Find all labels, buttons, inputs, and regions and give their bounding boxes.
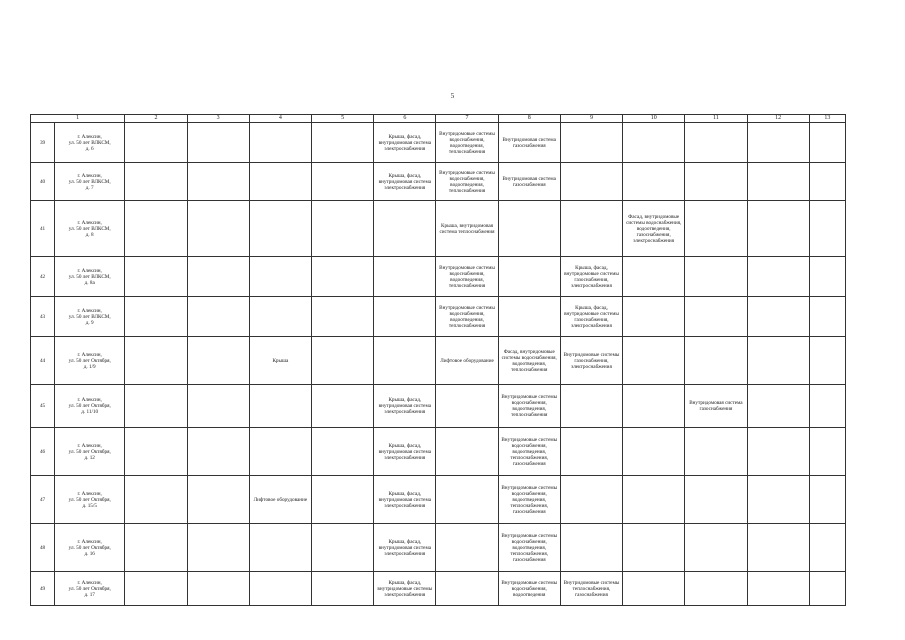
work-cell-col-12 xyxy=(747,163,809,201)
capital-repair-table xyxy=(30,114,846,606)
column-header-13: 13 xyxy=(809,115,845,123)
column-header-12: 12 xyxy=(747,115,809,123)
column-header-10: 10 xyxy=(623,115,685,123)
row-number: 39 xyxy=(31,123,55,163)
address-line: г. Алексин, xyxy=(77,219,102,226)
work-cell-col-13 xyxy=(809,385,845,428)
work-cell-col-9: Крыша, фасад, внутридомовые системы газоснабжения, электроснабжения xyxy=(560,297,622,337)
work-cell-col-10 xyxy=(623,337,685,385)
work-cell-col-7: Внутридомовые системы водоснабжения, водоотведения, теплоснабжения xyxy=(436,123,498,163)
work-cell-col-10 xyxy=(623,572,685,606)
work-cell-col-3 xyxy=(187,257,249,297)
work-cell-col-2 xyxy=(125,476,187,524)
work-cell-col-11 xyxy=(685,476,747,524)
row-number: 46 xyxy=(31,428,55,476)
row-number: 44 xyxy=(31,337,55,385)
table-header-row xyxy=(31,115,846,123)
work-cell-col-11: Внутридомовая система газоснабжения xyxy=(685,385,747,428)
work-cell-col-6 xyxy=(374,297,436,337)
work-cell-col-8 xyxy=(498,297,560,337)
work-cell-col-6 xyxy=(374,257,436,297)
address-cell xyxy=(55,201,125,257)
work-cell-col-8: Внутридомовые системы водоснабжения, водоотведения xyxy=(498,572,560,606)
table-row xyxy=(31,524,846,572)
work-cell-col-6: Крыша, фасад, внутридомовая система электроснабжения xyxy=(374,163,436,201)
work-cell-col-2 xyxy=(125,572,187,606)
work-cell-col-12 xyxy=(747,385,809,428)
address-line: г. Алексин, xyxy=(77,579,102,586)
work-cell-col-13 xyxy=(809,201,845,257)
work-cell-col-4 xyxy=(249,201,311,257)
address-line: д. 8 xyxy=(85,231,94,238)
work-cell-col-2 xyxy=(125,337,187,385)
work-cell-col-3 xyxy=(187,572,249,606)
work-cell-col-4 xyxy=(249,257,311,297)
work-cell-col-9 xyxy=(560,201,622,257)
work-cell-col-7 xyxy=(436,572,498,606)
work-cell-col-6 xyxy=(374,337,436,385)
work-cell-col-10 xyxy=(623,524,685,572)
work-cell-col-2 xyxy=(125,257,187,297)
work-cell-col-13 xyxy=(809,428,845,476)
work-cell-col-6: Крыша, фасад, внутридомовая система электроснабжения xyxy=(374,123,436,163)
address-cell xyxy=(55,337,125,385)
work-cell-col-13 xyxy=(809,297,845,337)
address-cell xyxy=(55,257,125,297)
work-cell-col-4 xyxy=(249,572,311,606)
address-line: г. Алексин, xyxy=(77,133,102,140)
table-row xyxy=(31,476,846,524)
work-cell-col-2 xyxy=(125,428,187,476)
table-row xyxy=(31,123,846,163)
address-line: д. 15/5 xyxy=(82,502,97,509)
address-line: ул. 50 лет Октября, xyxy=(68,357,111,364)
row-number: 42 xyxy=(31,257,55,297)
work-cell-col-12 xyxy=(747,201,809,257)
work-cell-col-7 xyxy=(436,476,498,524)
work-cell-col-12 xyxy=(747,572,809,606)
address-line: ул. 50 лет ВЛКСМ, xyxy=(68,273,111,280)
work-cell-col-8 xyxy=(498,201,560,257)
row-number: 45 xyxy=(31,385,55,428)
work-cell-col-5 xyxy=(311,524,373,572)
work-cell-col-3 xyxy=(187,337,249,385)
work-cell-col-4 xyxy=(249,385,311,428)
address-cell xyxy=(55,297,125,337)
table-row xyxy=(31,297,846,337)
work-cell-col-10 xyxy=(623,476,685,524)
work-cell-col-10 xyxy=(623,385,685,428)
address-line: г. Алексин, xyxy=(77,397,102,403)
work-cell-col-7 xyxy=(436,385,498,428)
work-cell-col-13 xyxy=(809,572,845,606)
work-cell-col-5 xyxy=(311,385,373,428)
address-line: г. Алексин, xyxy=(77,267,102,274)
column-header-1: 1 xyxy=(31,115,125,123)
address-line: д. 12 xyxy=(84,454,95,461)
work-cell-col-9: Крыша, фасад, внутридомовые системы газоснабжения, электроснабжения xyxy=(560,257,622,297)
work-cell-col-7: Внутридомовые системы водоснабжения, водоотведения, теплоснабжения xyxy=(436,257,498,297)
address-line: ул. 50 лет ВЛКСМ, xyxy=(68,313,111,320)
row-number: 47 xyxy=(31,476,55,524)
work-cell-col-4 xyxy=(249,163,311,201)
work-cell-col-6: Крыша, фасад, внутридомовая система электроснабжения xyxy=(374,476,436,524)
work-cell-col-8: Внутридомовые системы водоснабжения, водоотведения, теплоснабжения xyxy=(498,385,560,428)
work-cell-col-9 xyxy=(560,385,622,428)
work-cell-col-4 xyxy=(249,524,311,572)
work-cell-col-6 xyxy=(374,201,436,257)
row-number: 40 xyxy=(31,163,55,201)
address-cell xyxy=(55,385,125,428)
work-cell-col-11 xyxy=(685,524,747,572)
work-cell-col-4 xyxy=(249,297,311,337)
work-cell-col-13 xyxy=(809,524,845,572)
address-line: г. Алексин, xyxy=(77,307,102,314)
address-line: г. Алексин, xyxy=(77,351,102,358)
work-cell-col-6: Крыша, фасад, внутридомовые системы электроснабжения xyxy=(374,572,436,606)
row-number: 48 xyxy=(31,524,55,572)
column-header-4: 4 xyxy=(249,115,311,123)
work-cell-col-4: Лифтовое оборудование xyxy=(249,476,311,524)
address-line: ул. 50 лет Октября, xyxy=(68,448,111,455)
work-cell-col-11 xyxy=(685,297,747,337)
work-cell-col-5 xyxy=(311,476,373,524)
work-cell-col-6: Крыша, фасад, внутридомовая система электроснабжения xyxy=(374,385,436,428)
work-cell-col-6: Крыша, фасад, внутридомовая система электроснабжения xyxy=(374,524,436,572)
address-line: д. 8а xyxy=(84,279,95,286)
address-line: г. Алексин, xyxy=(77,490,102,497)
address-cell xyxy=(55,476,125,524)
work-cell-col-9 xyxy=(560,163,622,201)
address-cell xyxy=(55,123,125,163)
work-cell-col-5 xyxy=(311,428,373,476)
address-line: д. 17 xyxy=(84,591,95,598)
work-cell-col-10 xyxy=(623,123,685,163)
work-cell-col-3 xyxy=(187,476,249,524)
work-cell-col-11 xyxy=(685,163,747,201)
work-cell-col-5 xyxy=(311,337,373,385)
work-cell-col-7: Лифтовое оборудование xyxy=(436,337,498,385)
work-cell-col-11 xyxy=(685,428,747,476)
page-number: 5 xyxy=(450,92,455,100)
work-cell-col-9 xyxy=(560,476,622,524)
table-row xyxy=(31,428,846,476)
address-line: ул. 50 лет ВЛКСМ, xyxy=(68,178,111,185)
table-row xyxy=(31,337,846,385)
work-cell-col-2 xyxy=(125,524,187,572)
work-cell-col-12 xyxy=(747,123,809,163)
work-cell-col-12 xyxy=(747,257,809,297)
work-cell-col-6: Крыша, фасад, внутридомовая система электроснабжения xyxy=(374,428,436,476)
work-cell-col-3 xyxy=(187,163,249,201)
work-cell-col-12 xyxy=(747,428,809,476)
work-cell-col-11 xyxy=(685,201,747,257)
work-cell-col-8: Внутридомовые системы водоснабжения, водоотведения, теплоснабжения, газоснабжения xyxy=(498,476,560,524)
work-cell-col-10 xyxy=(623,297,685,337)
work-cell-col-2 xyxy=(125,123,187,163)
work-cell-col-13 xyxy=(809,123,845,163)
work-cell-col-10 xyxy=(623,163,685,201)
work-cell-col-7 xyxy=(436,524,498,572)
column-header-5: 5 xyxy=(311,115,373,123)
work-cell-col-9: Внутридомовые системы теплоснабжения, газоснабжения xyxy=(560,572,622,606)
work-cell-col-2 xyxy=(125,385,187,428)
column-header-8: 8 xyxy=(498,115,560,123)
work-cell-col-3 xyxy=(187,524,249,572)
address-line: ул. 50 лет ВЛКСМ, xyxy=(68,225,111,232)
work-cell-col-5 xyxy=(311,163,373,201)
work-cell-col-8: Внутридомовая система газоснабжения xyxy=(498,123,560,163)
work-cell-col-7: Крыша, внутридомовая система теплоснабжения xyxy=(436,201,498,257)
work-cell-col-11 xyxy=(685,337,747,385)
work-cell-col-2 xyxy=(125,297,187,337)
address-line: ул. 50 лет Октября, xyxy=(68,585,111,592)
work-cell-col-7 xyxy=(436,428,498,476)
address-line: г. Алексин, xyxy=(77,442,102,449)
table-row xyxy=(31,385,846,428)
work-cell-col-12 xyxy=(747,476,809,524)
address-line: ул. 50 лет Октября, xyxy=(68,496,111,503)
address-line: ул. 50 лет Октября, xyxy=(68,403,111,409)
row-number: 43 xyxy=(31,297,55,337)
work-cell-col-5 xyxy=(311,297,373,337)
work-cell-col-13 xyxy=(809,337,845,385)
work-cell-col-11 xyxy=(685,257,747,297)
table-row xyxy=(31,257,846,297)
work-cell-col-11 xyxy=(685,123,747,163)
column-header-9: 9 xyxy=(560,115,622,123)
work-cell-col-2 xyxy=(125,201,187,257)
column-header-7: 7 xyxy=(436,115,498,123)
work-cell-col-7: Внутридомовые системы водоснабжения, водоотведения, теплоснабжения xyxy=(436,163,498,201)
work-cell-col-13 xyxy=(809,163,845,201)
row-number: 49 xyxy=(31,572,55,606)
work-cell-col-8: Фасад, внутридомовые системы водоснабжения, водоотведения, теплоснабжения xyxy=(498,337,560,385)
work-cell-col-9 xyxy=(560,123,622,163)
work-cell-col-3 xyxy=(187,297,249,337)
address-line: ул. 50 лет ВЛКСМ, xyxy=(68,139,111,146)
work-cell-col-5 xyxy=(311,123,373,163)
table-row xyxy=(31,201,846,257)
work-cell-col-8: Внутридомовые системы водоснабжения, водоотведения, теплоснабжения, газоснабжения xyxy=(498,524,560,572)
column-header-3: 3 xyxy=(187,115,249,123)
column-header-11: 11 xyxy=(685,115,747,123)
work-cell-col-13 xyxy=(809,476,845,524)
work-cell-col-7: Внутридомовые системы водоснабжения, водоотведения, теплоснабжения xyxy=(436,297,498,337)
address-line: ул. 50 лет Октября, xyxy=(68,544,111,551)
address-cell xyxy=(55,163,125,201)
work-cell-col-12 xyxy=(747,337,809,385)
work-cell-col-12 xyxy=(747,297,809,337)
work-cell-col-8: Внутридомовая система газоснабжения xyxy=(498,163,560,201)
work-cell-col-5 xyxy=(311,201,373,257)
work-cell-col-3 xyxy=(187,385,249,428)
work-cell-col-8 xyxy=(498,257,560,297)
work-cell-col-4 xyxy=(249,428,311,476)
work-cell-col-4: Крыша xyxy=(249,337,311,385)
address-cell xyxy=(55,428,125,476)
work-cell-col-10: Фасад, внутридомовые системы водоснабжения, водоотведения, газоснабжения, электроснабжения xyxy=(623,201,685,257)
work-cell-col-12 xyxy=(747,524,809,572)
address-line: г. Алексин, xyxy=(77,172,102,179)
table-body xyxy=(31,123,846,606)
column-header-2: 2 xyxy=(125,115,187,123)
work-cell-col-10 xyxy=(623,257,685,297)
address-line: д. 9 xyxy=(85,319,94,326)
work-cell-col-13 xyxy=(809,257,845,297)
work-cell-col-3 xyxy=(187,123,249,163)
work-cell-col-5 xyxy=(311,572,373,606)
work-cell-col-3 xyxy=(187,428,249,476)
address-cell xyxy=(55,572,125,606)
address-line: д. 6 xyxy=(85,145,94,152)
work-cell-col-8: Внутридомовые системы водоснабжения, водоотведения, теплоснабжения, газоснабжения xyxy=(498,428,560,476)
work-cell-col-9 xyxy=(560,524,622,572)
work-cell-col-5 xyxy=(311,257,373,297)
table-row xyxy=(31,572,846,606)
work-cell-col-3 xyxy=(187,201,249,257)
address-line: г. Алексин, xyxy=(77,538,102,545)
address-line: д. 1/9 xyxy=(83,363,96,370)
work-cell-col-11 xyxy=(685,572,747,606)
work-cell-col-10 xyxy=(623,428,685,476)
address-cell xyxy=(55,524,125,572)
column-header-6: 6 xyxy=(374,115,436,123)
table-row xyxy=(31,163,846,201)
work-cell-col-4 xyxy=(249,123,311,163)
address-line: д. 11/10 xyxy=(81,409,99,415)
address-line: д. 16 xyxy=(84,550,95,557)
row-number: 41 xyxy=(31,201,55,257)
work-cell-col-9 xyxy=(560,428,622,476)
work-cell-col-9: Внутридомовые системы газоснабжения, электроснабжения xyxy=(560,337,622,385)
address-line: д. 7 xyxy=(85,184,94,191)
work-cell-col-2 xyxy=(125,163,187,201)
